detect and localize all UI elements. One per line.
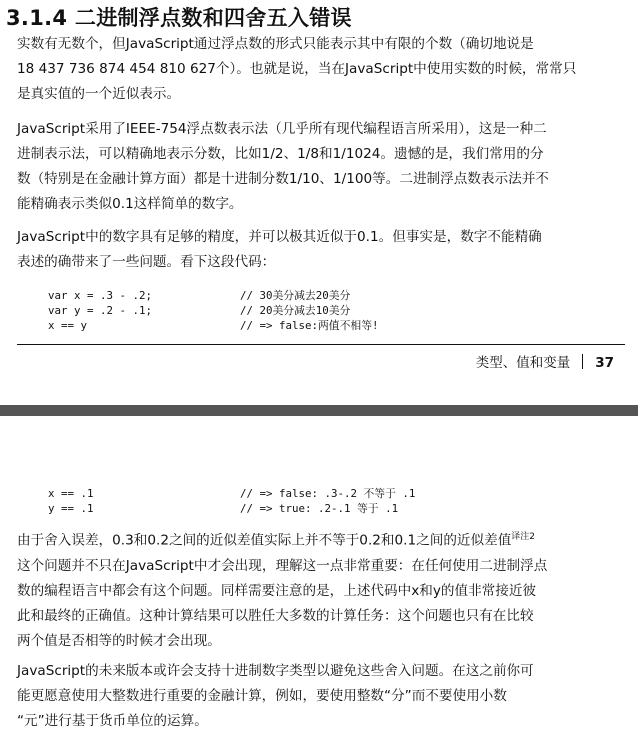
paragraph-ieee754: [17, 117, 625, 217]
text-line: 表述的确带来了一些问题。看下这段代码：: [17, 254, 276, 270]
translator-note-marker: 译注2: [511, 532, 536, 542]
footer-separator: [582, 354, 583, 369]
page-number: 37: [595, 355, 614, 371]
text-line: 这个问题并不只在JavaScript中才会出现，理解这一点非常重要：在任何使用二进制浮点: [17, 557, 548, 574]
section-heading: 3.1.4 二进制浮点数和四舍五入错误: [6, 6, 352, 30]
text-line: 数的编程语言中都会有这个问题。同样需要注意的是，上述代码中x和y的值非常接近彼: [17, 582, 537, 599]
page-break-band: [0, 405, 638, 416]
code-line: [48, 486, 415, 501]
code-comment: // => false:两值不相等!: [240, 319, 379, 332]
code-statement: var y = .2 - .1;: [48, 304, 153, 317]
code-line: [48, 318, 379, 333]
code-comment: // 20美分减去10美分: [240, 304, 351, 317]
text-line: 18 437 736 874 454 810 627个）。也就是说，当在JavaScript中使用实数的时候，常常只: [17, 61, 577, 77]
text-line: 实数有无数个，但JavaScript通过浮点数的形式只能表示其中有限的个数（确切地说是: [17, 36, 534, 52]
text-line-content: 由于舍入误差，0.3和0.2之间的近似差值实际上并不等于0.2和0.1之间的近似差值: [17, 532, 512, 549]
footer-rule: [17, 344, 625, 345]
text-line: 能更愿意使用大整数进行重要的金融计算，例如，要使用整数“分”而不要使用小数: [17, 688, 507, 704]
code-statement: x == y: [48, 319, 88, 332]
text-line: JavaScript采用了IEEE-754浮点数表示法（几乎所有现代编程语言所采用），这是一种二: [17, 121, 547, 137]
text-line: JavaScript中的数字具有足够的精度，并可以极其近似于0.1。但事实是，数字不能精确: [17, 229, 542, 245]
text-line: [17, 525, 625, 554]
paragraph-future-decimal: [17, 659, 625, 734]
text-line: 两个值是否相等的时候才会出现。: [17, 632, 221, 649]
text-line: 此和最终的正确值。这种计算结果可以胜任大多数的计算任务：这个问题也只有在比较: [17, 607, 534, 624]
code-line: [48, 501, 415, 516]
code-block: [48, 288, 379, 333]
text-line: 能精确表示类似0.1这样简单的数字。: [17, 196, 243, 212]
paragraph-precision: [17, 225, 625, 275]
code-comment: // 30美分减去20美分: [240, 289, 351, 302]
paragraph-rounding-error: [17, 525, 625, 654]
code-block: [48, 486, 415, 516]
code-line: [48, 303, 379, 318]
text-line: 数（特别是在金融计算方面）都是十进制分数1/10、1/100等。二进制浮点数表示法并不: [17, 171, 549, 187]
code-statement: y == .1: [48, 502, 94, 515]
code-statement: x == .1: [48, 487, 94, 500]
page-footer: [476, 351, 614, 371]
text-line: 是真实值的一个近似表示。: [17, 86, 181, 102]
code-comment: // => false: .3-.2 不等于 .1: [240, 487, 416, 500]
footer-section-title: 类型、值和变量: [475, 355, 571, 371]
book-page-bottom: [0, 416, 638, 734]
code-comment: // => true: .2-.1 等于 .1: [240, 502, 399, 515]
text-line: 进制表示法，可以精确地表示分数，比如1/2、1/8和1/1024。遗憾的是，我们常用的分: [17, 146, 544, 162]
code-statement: var x = .3 - .2;: [48, 289, 153, 302]
code-line: [48, 288, 379, 303]
paragraph-real-numbers: [17, 32, 625, 107]
text-line: “元”进行基于货币单位的运算。: [17, 713, 208, 729]
text-line: JavaScript的未来版本或许会支持十进制数字类型以避免这些舍入问题。在这之前你可: [17, 663, 534, 679]
